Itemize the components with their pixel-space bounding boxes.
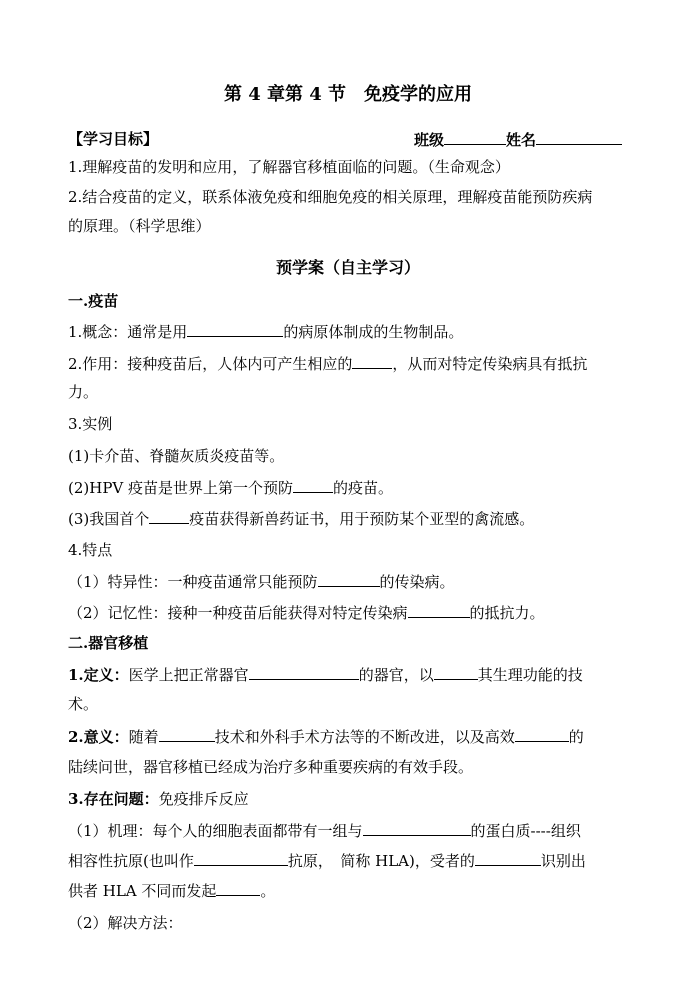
example-3-text-b: 疫苗获得新兽药证书，用于预防某个亚型的禽流感。: [189, 510, 535, 528]
mechanism-line-3: [68, 880, 275, 901]
class-label: 班级: [414, 131, 445, 149]
mechanism-text-c: 相容性抗原(也叫作: [68, 852, 194, 870]
mechanism-blank-2[interactable]: [194, 850, 288, 866]
concept-text-b: 的病原体制成的生物制品。: [283, 323, 464, 341]
example-2-text-b: 的疫苗。: [333, 479, 394, 497]
definition-text-c: 其生理功能的技: [477, 666, 583, 684]
mechanism-line-2: [68, 850, 586, 871]
section2-heading: 二.器官移植: [68, 634, 149, 652]
section1-heading: 一.疫苗: [68, 292, 119, 310]
concept-text-a: 1.概念：通常是用: [68, 323, 188, 341]
definition-blank-2[interactable]: [434, 664, 478, 680]
significance-line-cont: 陆续问世，器官移植已经成为治疗多种重要疾病的有效手段。: [68, 758, 474, 776]
significance-text-a: 随着: [128, 728, 159, 746]
feature-1: [68, 571, 455, 592]
definition-line-cont: 术。: [68, 695, 99, 713]
concept-line: [68, 321, 463, 342]
mechanism-blank-3[interactable]: [475, 850, 541, 866]
feature-2-text-b: 的抵抗力。: [469, 604, 545, 622]
feature-2-blank[interactable]: [408, 602, 470, 618]
mechanism-blank-4[interactable]: [216, 880, 260, 896]
feature-1-text-a: （1）特异性：一种疫苗通常只能预防: [68, 573, 318, 591]
significance-line: [68, 726, 584, 747]
effect-blank[interactable]: [352, 353, 392, 369]
feature-1-blank[interactable]: [318, 571, 380, 587]
mechanism-text-d: 抗原， 简称 HLA)，受者的: [287, 852, 475, 870]
example-3-blank[interactable]: [149, 508, 189, 524]
solution-line: （2）解决方法：: [68, 914, 183, 932]
definition-line: [68, 664, 583, 685]
mechanism-text-e: 识别出: [540, 852, 586, 870]
mechanism-line-1: [68, 820, 581, 841]
page-title: 第 4 章第 4 节 免疫学的应用: [223, 84, 473, 105]
name-blank[interactable]: [536, 129, 622, 145]
mechanism-blank-1[interactable]: [363, 820, 471, 836]
mechanism-text-f: 供者 HLA 不同而发起: [68, 882, 217, 900]
concept-blank[interactable]: [187, 321, 283, 337]
significance-text-b: 技术和外科手术方法等的不断改进，以及高效: [214, 728, 515, 746]
definition-blank-1[interactable]: [249, 664, 359, 680]
mechanism-text-a: （1）机理：每个人的细胞表面都带有一组与: [68, 822, 363, 840]
effect-text-a: 2.作用：接种疫苗后，人体内可产生相应的: [68, 355, 353, 373]
example-3-text-a: (3)我国首个: [68, 510, 150, 528]
feature-2-text-a: （2）记忆性：接种一种疫苗后能获得对特定传染病: [68, 604, 408, 622]
name-label: 姓名: [506, 131, 537, 149]
class-blank[interactable]: [444, 129, 506, 145]
effect-line-cont: 力。: [68, 383, 99, 401]
problem-line: [68, 789, 249, 809]
example-2: [68, 477, 393, 498]
examples-heading: 3.实例: [68, 415, 113, 433]
mechanism-text-g: 。: [260, 882, 276, 900]
definition-text-a: 医学上把正常器官: [128, 666, 249, 684]
feature-1-text-b: 的传染病。: [379, 573, 455, 591]
significance-blank-1[interactable]: [159, 726, 215, 742]
feature-2: [68, 602, 545, 623]
objective-item-2a: 2.结合疫苗的定义，联系体液免疫和细胞免疫的相关原理，理解疫苗能预防疾病: [68, 188, 593, 206]
example-2-blank[interactable]: [293, 477, 333, 493]
example-1: (1)卡介苗、脊髓灰质炎疫苗等。: [68, 447, 285, 465]
effect-line: [68, 353, 587, 374]
objectives-heading: 【学习目标】: [68, 130, 159, 148]
example-2-text-a: (2)HPV 疫苗是世界上第一个预防: [68, 479, 294, 497]
mechanism-text-b: 的蛋白质----组织: [470, 822, 581, 840]
preview-title: 预学案（自主学习）: [275, 258, 420, 277]
definition-text-b: 的器官，以: [358, 666, 434, 684]
definition-label: 1.定义：: [68, 666, 129, 684]
class-name-fields: [414, 129, 622, 150]
objective-item-1: 1.理解疫苗的发明和应用，了解器官移植面临的问题。（生命观念）: [68, 158, 510, 176]
objective-item-2b: 的原理。（科学思维）: [68, 217, 211, 235]
example-3: [68, 508, 534, 529]
significance-blank-2[interactable]: [515, 726, 569, 742]
significance-label: 2.意义：: [68, 728, 129, 746]
features-heading: 4.特点: [68, 541, 113, 559]
problem-label: 3.存在问题：: [68, 790, 159, 808]
effect-text-b: ，从而对特定传染病具有抵抗: [392, 355, 588, 373]
problem-text: 免疫排斥反应: [158, 790, 249, 808]
significance-text-c: 的: [568, 728, 584, 746]
